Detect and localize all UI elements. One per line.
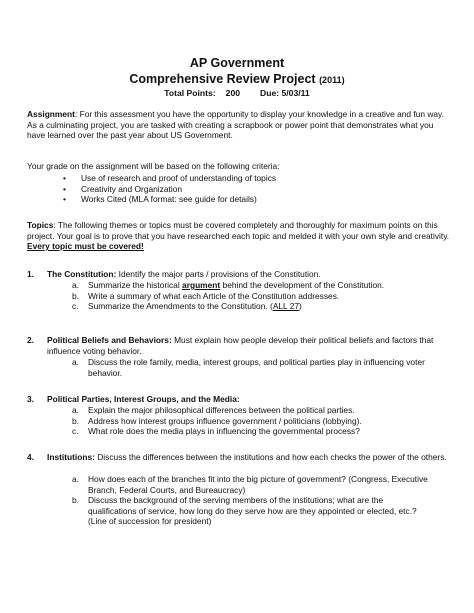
criteria-list xyxy=(63,173,443,205)
topic-subitems xyxy=(72,280,432,312)
subitem xyxy=(72,357,432,378)
topics-label: Topics xyxy=(27,220,54,230)
points-label: Total Points: xyxy=(164,88,216,98)
topic-item xyxy=(27,269,453,280)
topic-subitems xyxy=(72,405,432,437)
topic-desc: Discuss the differences between the institutions and how each checks the power of the others. xyxy=(97,452,447,462)
subtitle-year: (2011) xyxy=(319,75,345,85)
topic-title: The Constitution: xyxy=(47,269,117,279)
subitem-letter: a. xyxy=(72,405,79,415)
points-value: 200 xyxy=(225,88,241,98)
subitem xyxy=(72,495,432,527)
subitem-text: Discuss the role family, media, interest groups, and political parties play in influencing voter behavior. xyxy=(88,357,425,378)
points-due-line xyxy=(0,88,474,99)
topic-item xyxy=(27,394,453,405)
criteria-item xyxy=(63,194,443,205)
topic-title: Political Parties, Interest Groups, and the Media: xyxy=(47,394,240,404)
doc-title: AP Government xyxy=(189,56,285,70)
topic-item xyxy=(27,335,453,356)
criteria-item-text: Works Cited (MLA format: see guide for details) xyxy=(81,194,257,205)
topic-number: 3. xyxy=(27,394,34,404)
subitem-letter: b. xyxy=(72,415,79,426)
subitem-letter: a. xyxy=(72,280,79,290)
topic-number: 4. xyxy=(27,452,34,462)
subitem xyxy=(72,416,432,427)
subitem-text: What role does the media plays in influencing the governmental process? xyxy=(88,426,360,437)
topics-paragraph xyxy=(27,220,453,252)
topic-title: Political Beliefs and Behaviors: xyxy=(47,335,172,345)
bullet-icon: • xyxy=(63,194,66,205)
assignment-label: Assignment xyxy=(27,109,75,119)
subitem-letter: c. xyxy=(72,426,79,437)
subitem-text: Address how interest groups influence government / politicians (lobbying). xyxy=(88,415,362,426)
subitem-letter: b. xyxy=(72,495,79,506)
bullet-icon: • xyxy=(63,183,66,194)
criteria-item xyxy=(63,184,443,195)
topic-subitems xyxy=(72,357,432,378)
subitem xyxy=(72,426,432,437)
assignment-text: : For this assessment you have the opportunity to display your knowledge in a creative and fun way. As a culminating project, you are tasked with creating a scrapbook or power point that demonstrates what you have learned over the past year about US Government. xyxy=(27,109,444,141)
criteria-item xyxy=(63,173,443,184)
criteria-item-text: Use of research and proof of understanding of topics xyxy=(81,173,277,183)
topic-desc: Identify the major parts / provisions of the Constitution. xyxy=(118,269,321,279)
subitem-text: Summarize the historical xyxy=(88,280,183,290)
subitem xyxy=(72,291,432,302)
topics-emphasis: Every topic must be covered! xyxy=(27,241,144,252)
criteria-intro: Your grade on the assignment will be based on the following criteria: xyxy=(27,161,280,171)
subitem xyxy=(72,301,432,312)
assignment-paragraph xyxy=(27,109,453,141)
subitem xyxy=(72,474,432,495)
topic-number: 1. xyxy=(27,269,34,279)
subitem-letter: b. xyxy=(72,290,79,301)
doc-subtitle xyxy=(0,72,474,87)
due-label: Due: xyxy=(260,88,280,98)
topics-text: : The following themes or topics must be covered completely and thoroughly for maximum points on this project. Your goal is to prove that you have researched each topic and melded it with your own style and creativity. xyxy=(27,220,450,241)
subitem xyxy=(72,405,432,416)
due-value: 5/03/11 xyxy=(281,88,310,98)
subitem-letter: a. xyxy=(72,474,79,484)
topic-desc: Must explain how people develop their political beliefs and factors that influence voting behavior. xyxy=(47,335,434,356)
criteria-item-text: Creativity and Organization xyxy=(81,183,183,194)
subitem-text: Discuss the background of the serving members of the institutions; what are the qualifications of service, how long do they serve how are they appointed or elected, etc.? (Line of succession for president) xyxy=(88,495,417,527)
topic-subitems xyxy=(72,474,432,527)
subitem-text: Write a summary of what each Article of the Constitution addresses. xyxy=(88,290,340,301)
subitem-letter: a. xyxy=(72,357,79,367)
subitem-text-end: behind the development of the Constitution. xyxy=(220,280,385,290)
topic-item xyxy=(27,452,453,463)
bullet-icon: • xyxy=(63,173,66,183)
subtitle-text: Comprehensive Review Project xyxy=(129,72,316,86)
subitem-text: Explain the major philosophical differences between the political parties. xyxy=(88,405,355,415)
subitem-key: ALL 27 xyxy=(272,301,300,312)
subitem-text: How does each of the branches fit into the big picture of government? (Congress, Executive Branch, Federal Courts, and Bureaucracy) xyxy=(88,474,428,495)
subitem-text-end: ) xyxy=(299,301,302,312)
subitem xyxy=(72,280,432,291)
subitem-key: argument xyxy=(182,280,221,290)
topic-title: Institutions: xyxy=(47,452,95,462)
subitem-letter: c. xyxy=(72,301,79,312)
subitem-text: Summarize the Amendments to the Constitution. ( xyxy=(88,301,273,312)
topic-number: 2. xyxy=(27,335,34,345)
